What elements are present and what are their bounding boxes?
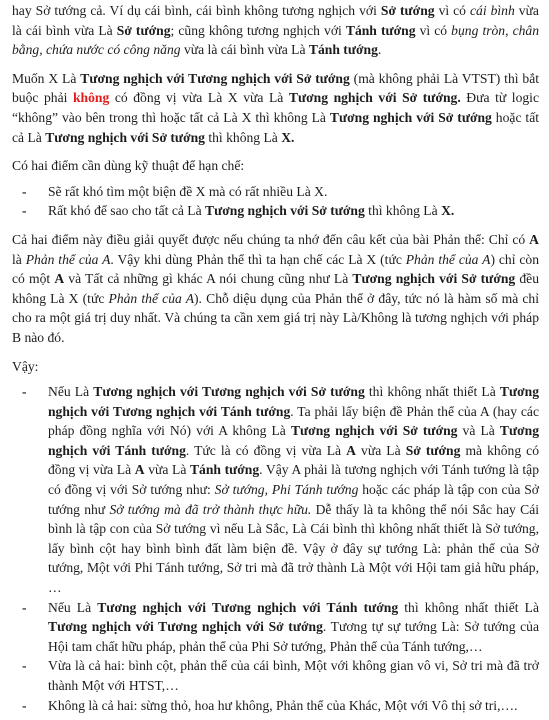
paragraph-4: Cả hai điểm này điều giải quyết được nếu chúng ta nhớ đến câu kết của bài Phản thể: Chỉ có A là Phản thể của A. Vậy khi dùng Phản thể thì ta hạn chế các Là X (tức Phản thể của A) chỉ còn có một A và Tất cả những gì khác A nói chung cũng như Là Tương nghịch với Sở tướng đều không Là X (tức Phản thể của A). Chỗ diệu dụng của Phản thể ở đây, tức nó là hàm số mà chỉ cho ra một giá trị duy nhất. Và chúng ta cần xem giá trị này Là/Không là tương nghịch với pháp B nào đó.: [12, 231, 540, 345]
list-item: - Sẽ rất khó tìm một biện đề X mà có rất nhiều Là X.: [12, 182, 539, 202]
list-item: - Rất khó để sao cho tất cả Là Tương nghịch với Sở tướng thì không Là X.: [12, 201, 539, 221]
list-item: - Nếu Là Tương nghịch với Tương nghịch với Tánh tướng thì không nhất thiết Là Tương nghịch với Tương nghịch với Sở tướng. Tương tự sự tướng Là: Sở tướng của Hội tam chất hữu pháp, phản thể của Phi Sở tướng, Phản thể của Tánh tướng,…: [12, 598, 539, 657]
highlighted-word: không: [72, 90, 110, 106]
paragraph-3: Có hai điểm cần dùng kỹ thuật để hạn chế:: [12, 158, 245, 174]
paragraph-1: hay Sở tướng cả. Ví dụ cái bình, cái bình không tương nghịch với Sở tướng vì có cái bình vừa là cái bình vừa Là Sở tướng; cũng không tương nghịch với Tánh tướng vì có bụng tròn, chân bằng, chứa nước có công năng vừa là cái bình vừa Là Tánh tướng.: [12, 3, 540, 58]
list-item: - Không là cả hai: sừng thỏ, hoa hư không, Phản thể của Khác, Một với Vô thị sở tri,….: [12, 696, 539, 716]
list-item: - Nếu Là Tương nghịch với Tương nghịch với Sở tướng thì không nhất thiết Là Tương nghịch với Tương nghịch với Tánh tướng. Ta phải lấy biện đề Phản thể của A (hay các pháp đồng nghĩa với Nó) với A không Là Tương nghịch với Sở tướng và Là Tương nghịch với Tánh tướng. Tức là có đồng vị vừa Là A vừa Là Sở tướng mà không có đồng vị vừa Là A vừa Là Tánh tướng. Vậy A phải là tương nghịch với Tánh tướng là tập có đồng vị với Sở tướng như: Sở tướng, Phi Tánh tướng hoặc các pháp là tập con của Sở tướng như Sở tướng mà đã trở thành thực hữu. Dễ thấy là ta không thể nói Sắc hay Cái bình là tập con của Sở tướng vì nếu Là Sắc, Là Cái bình thì không nhất thiết là Sở tướng, lấy bình cột hay bình bình đất làm biện đề. Vậy ở đây sự tướng Là: phản thể của Sở tướng, Một với Phi Tánh tướng, Sở tri mà đã trở thành Là Một với Hội tam giả hữu pháp, …: [12, 382, 539, 598]
list-item: - Vừa là cả hai: bình cột, phản thể của cái bình, Một với không gian vô vi, Sở tri mà đã trở thành Một với HTST,…: [12, 656, 539, 695]
paragraph-2: Muốn X Là Tương nghịch với Tương nghịch với Sở tướng (mà không phải Là VTST) thì bắt buộc phải không có đồng vị vừa Là X vừa Là Tương nghịch với Sở tướng. Đưa từ logic “không” vào bên trong thì hoặc tất cả Là X thì không Là Tương nghịch với Sở tướng hoặc tất cả Là Tương nghịch với Sở tướng thì không Là X.: [12, 70, 540, 145]
bullet-list-2: [12, 382, 539, 715]
bullet-list-1: [12, 182, 539, 221]
paragraph-5: Vậy:: [12, 358, 39, 374]
